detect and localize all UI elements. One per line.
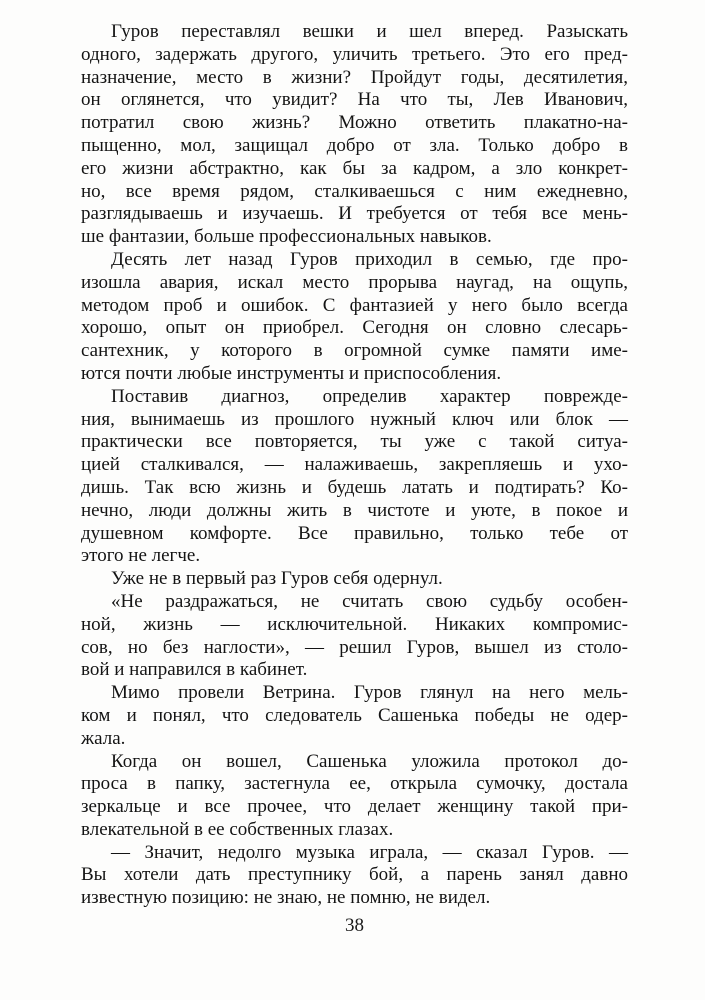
text-line: цией сталкивался, — налаживаешь, закрепляешь и ухо- [81, 454, 628, 476]
text-line: изошла авария, искал место прорыва наугад, на ощупь, [81, 271, 628, 293]
text-line: ются почти любые инструменты и приспособления. [81, 362, 502, 384]
text-line: Когда он вошел, Сашенька уложила протокол до- [111, 750, 628, 772]
text-line: Десять лет назад Гуров приходил в семью, где про- [111, 248, 628, 270]
text-line: ния, вынимаешь из прошлого нужный ключ или блок — [81, 408, 628, 430]
text-line: Вы хотели дать преступнику бой, а парень занял давно [81, 864, 628, 886]
text-line: Уже не в первый раз Гуров себя одернул. [111, 568, 443, 590]
text-line: потратил свою жизнь? Можно ответить плакатно-на- [81, 112, 628, 134]
text-line: сантехник, у которого в огромной сумке памяти име- [81, 340, 628, 362]
text-line: Поставив диагноз, определив характер поврежде- [111, 385, 628, 407]
text-line: «Не раздражаться, не считать свою судьбу особен- [111, 590, 628, 612]
text-line: сов, но без наглости», — решил Гуров, вышел из столо- [81, 636, 628, 658]
text-line: вой и направился в кабинет. [81, 659, 308, 681]
text-line: ной, жизнь — исключительной. Никаких компромис- [81, 613, 628, 635]
text-column [81, 21, 628, 910]
text-line: он оглянется, что увидит? На что ты, Лев Иванович, [81, 89, 628, 111]
text-line: зеркальце и все прочее, что делает женщину такой при- [81, 796, 628, 818]
text-line: дишь. Так всю жизнь и будешь латать и подтирать? Ко- [81, 476, 628, 498]
paragraph [81, 386, 628, 568]
text-line: жала. [81, 727, 126, 749]
text-line: влекательной в ее собственных глазах. [81, 818, 394, 840]
text-line: пыщенно, мол, защищал добро от зла. Только добро в [81, 134, 628, 156]
paragraph [81, 21, 628, 249]
paragraph [81, 751, 628, 842]
text-line: назначение, место в жизни? Пройдут годы, десятилетия, [81, 66, 628, 88]
text-line: методом проб и ошибок. С фантазией у него было всегда [81, 294, 628, 316]
text-line: душевном комфорте. Все правильно, только тебе от [81, 522, 628, 544]
paragraph [81, 249, 628, 386]
text-line: известную позицию: не знаю, не помню, не видел. [81, 887, 491, 909]
text-line: этого не легче. [81, 545, 201, 567]
text-line: проса в папку, застегнула ее, открыла сумочку, достала [81, 773, 628, 795]
paragraph [81, 842, 628, 910]
text-line: Мимо провели Ветрина. Гуров глянул на него мель- [111, 682, 628, 704]
text-line: — Значит, недолго музыка играла, — сказал Гуров. — [111, 841, 628, 863]
text-line: хорошо, опыт он приобрел. Сегодня он словно слесарь- [81, 317, 628, 339]
text-line: ком и понял, что следователь Сашенька победы не одер- [81, 704, 628, 726]
text-line: ше фантазии, больше профессиональных навыков. [81, 226, 492, 248]
text-line: одного, задержать другого, уличить третьего. Это его пред- [81, 43, 628, 65]
text-line: его жизни абстрактно, как бы за кадром, а зло конкрет- [81, 157, 628, 179]
text-line: практически все повторяется, ты уже с такой ситуа- [81, 431, 628, 453]
paragraph [81, 568, 628, 591]
text-line: нечно, люди должны жить в чистоте и уюте, в покое и [81, 499, 628, 521]
paragraph [81, 682, 628, 750]
text-line: Гуров переставлял вешки и шел вперед. Разыскать [111, 21, 628, 42]
text-line: разглядываешь и изучаешь. И требуется от тебя все мень- [81, 203, 628, 225]
text-line: но, все время рядом, сталкиваешься с ним ежедневно, [81, 180, 628, 202]
paragraph [81, 591, 628, 682]
page-number: 38 [345, 915, 364, 936]
